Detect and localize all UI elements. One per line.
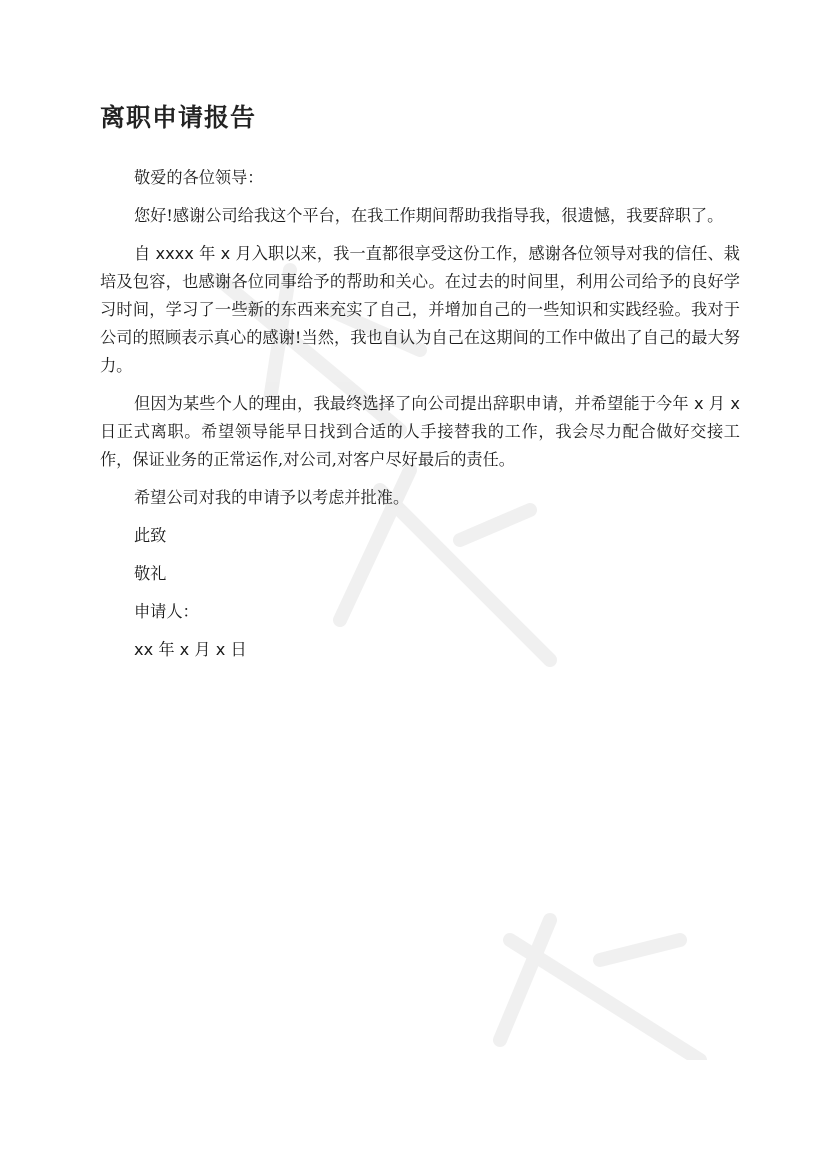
greeting: 敬爱的各位领导： [134,168,264,187]
closing-jing-li: 敬礼 [134,564,167,583]
paragraph-4: 希望公司对我的申请予以考虑并批准。 [134,488,410,507]
paragraph-3-month-char: 月 [703,394,731,413]
date-day-char: 日 [225,640,247,659]
paragraph-2-year-char: 年 [193,244,221,263]
paragraph-2-rest: 月入职以来，我一直都很享受这份工作，感谢各位领导对我的信任、栽培及包容，也感谢各位同事给予的帮助和关心。在过去的时间里，利用公司给予的良好学习时间，学习了一些新的东西来充实了自己，并增加自己的一些知识和实践经验。我对于公司的照顾表示真心的感谢!当然，我也自认为自己在这期间的工作中做出了自己的最大努力。 [100,244,740,375]
paragraph-2-prefix: 自 [134,244,156,263]
date-month-placeholder: x [179,640,190,659]
paragraph-3 [100,390,740,474]
date-year-placeholder: xx [134,640,154,659]
document-body [100,164,740,674]
document-title: 离职申请报告 [100,103,257,132]
date-month-char: 月 [189,640,216,659]
applicant-label: 申请人： [134,602,199,621]
date-year-char: 年 [153,640,180,659]
date-line [100,636,740,664]
paragraph-3-before: 但因为某些个人的理由，我最终选择了向公司提出辞职申请，并希望能于今年 [134,394,694,413]
paragraph-1: 您好!感谢公司给我这个平台，在我工作期间帮助我指导我，很遗憾，我要辞职了。 [134,206,724,225]
leave-month-placeholder: x [693,394,704,413]
leave-day-placeholder: x [730,394,740,413]
year-placeholder: xxxx [155,244,194,263]
paragraph-2 [100,240,740,380]
paragraph-3-after: 日正式离职。希望领导能早日找到合适的人手接替我的工作，我会尽力配合做好交接工作，保证业务的正常运作,对公司,对客户尽好最后的责任。 [100,422,740,469]
month-placeholder: x [220,244,231,263]
closing-ci-zhi: 此致 [134,526,167,545]
date-day-placeholder: x [215,640,226,659]
